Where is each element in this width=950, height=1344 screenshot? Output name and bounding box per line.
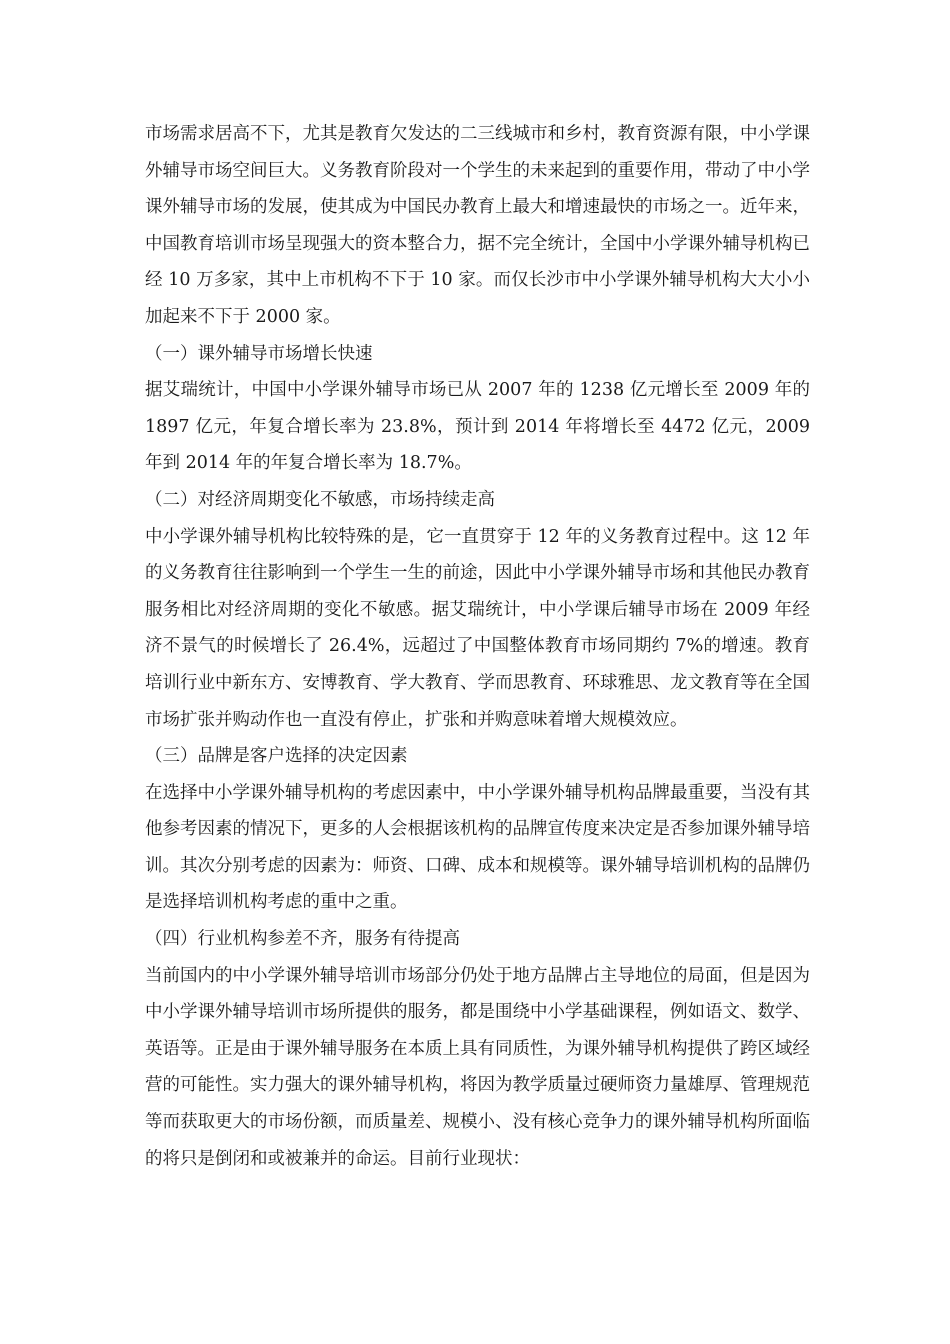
paragraph-market-growth: 据艾瑞统计，中国中小学课外辅导市场已从 2007 年的 1238 亿元增长至 2009 年的 1897 亿元，年复合增长率为 23.8%，预计到 2014 年将增长至 4472 亿元，2009 年到 2014 年的年复合增长率为 18.7%。: [145, 380, 810, 474]
section-heading-1: （一）课外辅导市场增长快速: [145, 343, 373, 364]
document-body: [145, 116, 810, 1177]
section-heading-3: （三）品牌是客户选择的决定因素: [145, 746, 408, 767]
section-heading-4: （四）行业机构参差不齐，服务有待提高: [145, 929, 460, 950]
paragraph-industry-status: 当前国内的中小学课外辅导培训市场部分仍处于地方品牌占主导地位的局面，但是因为中小学课外辅导培训市场所提供的服务，都是围绕中小学基础课程，例如语文、数学、英语等。正是由于课外辅导服务在本质上具有同质性，为课外辅导机构提供了跨区域经营的可能性。实力强大的课外辅导机构，将因为教学质量过硬师资力量雄厚、管理规范等而获取更大的市场份额，而质量差、规模小、没有核心竞争力的课外辅导机构所面临的将只是倒闭和或被兼并的命运。目前行业现状：: [145, 965, 810, 1169]
paragraph-economic-cycle: 中小学课外辅导机构比较特殊的是，它一直贯穿于 12 年的义务教育过程中。这 12 年的义务教育往往影响到一个学生一生的前途，因此中小学课外辅导市场和其他民办教育服务相比对经济周期的变化不敏感。据艾瑞统计，中小学课后辅导市场在 2009 年经济不景气的时候增长了 26.4%，远超过了中国整体教育市场同期约 7%的增速。教育培训行业中新东方、安博教育、学大教育、学而思教育、环球雅思、龙文教育等在全国市场扩张并购动作也一直没有停止，扩张和并购意味着增大规模效应。: [145, 526, 810, 730]
section-heading-2: （二）对经济周期变化不敏感，市场持续走高: [145, 489, 495, 510]
paragraph-brand: 在选择中小学课外辅导机构的考虑因素中，中小学课外辅导机构品牌最重要，当没有其他参考因素的情况下，更多的人会根据该机构的品牌宣传度来决定是否参加课外辅导培训。其次分别考虑的因素为：师资、口碑、成本和规模等。课外辅导培训机构的品牌仍是选择培训机构考虑的重中之重。: [145, 782, 810, 913]
paragraph-market-demand: 市场需求居高不下，尤其是教育欠发达的二三线城市和乡村，教育资源有限，中小学课外辅导市场空间巨大。义务教育阶段对一个学生的未来起到的重要作用，带动了中小学课外辅导市场的发展，使其成为中国民办教育上最大和增速最快的市场之一。近年来，中国教育培训市场呈现强大的资本整合力，据不完全统计，全国中小学课外辅导机构已经 10 万多家，其中上市机构不下于 10 家。而仅长沙市中小学课外辅导机构大大小小加起来不下于 2000 家。: [145, 124, 810, 327]
